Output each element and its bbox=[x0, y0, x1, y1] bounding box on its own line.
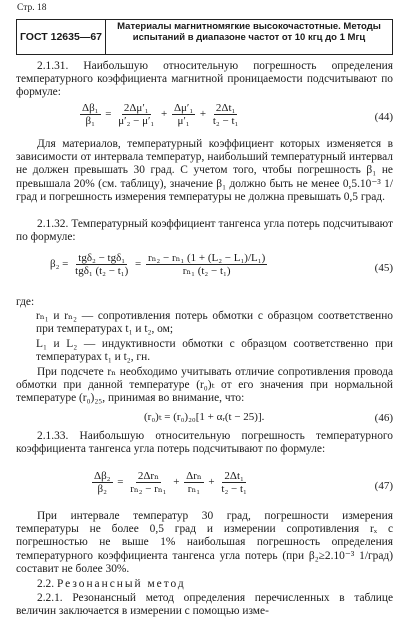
eq45-rhs-den: rₙ₁ (t₂ − t₁) bbox=[182, 265, 231, 277]
paragraph-2-1-33: 2.1.33. Наибольшую относительную погрешность температурного коэффициента тангенса угла потерь подсчитывают по формуле: bbox=[16, 430, 393, 456]
eq47-t3-num: 2Δt₁ bbox=[224, 470, 244, 482]
eq47-lhs-num: Δβ₂ bbox=[94, 470, 111, 482]
eq47-t1-num: 2Δrₙ bbox=[137, 470, 159, 482]
eq47-lhs-den: β₂ bbox=[97, 483, 107, 495]
eq47-t1-den: rₙ₂ − rₙ₁ bbox=[130, 483, 167, 495]
eq46-text: (r₀)ₜ = (r₀)₂₀[1 + αᵣ(t − 25)]. bbox=[144, 411, 265, 423]
paragraph-2-2-1: 2.2.1. Резонансный метод определения перечисленных в таблице величин заключается в измерении с помощью изме- bbox=[16, 592, 393, 618]
page-number: Стр. 18 bbox=[17, 3, 47, 13]
eq44-lhs-den: β₁ bbox=[85, 115, 95, 127]
eq47-number: (47) bbox=[374, 480, 393, 492]
section-2-2-heading bbox=[16, 578, 393, 591]
eq45-mid-den: tgδ₁ (t₂ − t₁) bbox=[75, 265, 129, 277]
eq45-mid-num: tgδ₂ − tgδ₁ bbox=[78, 252, 126, 264]
equation-47: $\frac{\text{Δβ₂}}{\text{β₂}}$ = $\frac{\text{2Δrₙ}}{\text{rₙ₂ − rₙ₁}}$ + $\frac{\text{Δrₙ}}{\text{rₙ₁}}$ + $\frac{\text{2Δt₁}}{\text{t₂ − t₁}}$ (47) bbox=[94, 470, 393, 495]
eq46-number: (46) bbox=[374, 412, 393, 424]
equation-44: $\frac{\text{Δβ₁}}{\text{β₁}}$ = $\frac{\text{2Δμ′₁}}{\text{μ′₂ − μ′₁}}$ + $\frac{\text{Δμ′₁}}{\text{μ′₁}}$ + $\frac{\text{2Δt₁}}{\text{t₂ − t₁}}$ (44) bbox=[82, 102, 393, 127]
eq44-lhs-num: Δβ₁ bbox=[82, 102, 99, 114]
paragraph-interval: При интервале температур 30 град, погрешности измерения температуры не более 0,5 град и измерении сопротивления rₓ с погрешностью не выше 1% наибольшая погрешность определения температурного коэффициента тангенса угла потерь (при β₂≥2.10⁻³ 1/град) составит не более 30%. bbox=[16, 510, 393, 575]
eq47-t2-den: rₙ₁ bbox=[187, 483, 201, 495]
section-2-2-title: Резонансный метод bbox=[56, 578, 186, 590]
eq47-t3-den: t₂ − t₁ bbox=[221, 483, 247, 495]
definition-l: L₁ и L₂ — индуктивности обмотки с образцом соответственно при температурах t₁ и t₂, гн. bbox=[36, 338, 393, 364]
header-title: Материалы магнитномягкие высокочастотные. Методы испытаний в диапазоне частот от 10 кгц до 1 Мгц bbox=[117, 21, 381, 43]
document-header bbox=[16, 19, 393, 55]
gost-code: ГОСТ 12635—67 bbox=[17, 20, 106, 54]
paragraph-materials: Для материалов, температурный коэффициент которых изменяется в зависимости от интервала температур, наибольший температурный интервал не должен превышать 30 град. С учетом того, чтобы погрешность β₁ не превышала 20% (см. таблицу), значение β₁ должно быть не менее 0,5.10⁻³ 1/град и погрешность измерения температуры не должна превышать 0,5 град. bbox=[16, 138, 393, 203]
equation-45: β₂ = $\frac{\text{tgδ₂ − tgδ₁}}{\text{tgδ₁ (t₂ − t₁)}}$ = $\frac{\text{rₙ₂ − rₙ₁ (1 + (L₂ − L₁)/L₁)}}{\text{rₙ₁ (t₂ − t₁)}}$ (45) bbox=[50, 252, 393, 277]
eq44-t2-den: μ′₁ bbox=[177, 115, 190, 127]
eq47-t2-num: Δrₙ bbox=[186, 470, 202, 482]
eq44-t1-num: 2Δμ′₁ bbox=[123, 102, 149, 114]
where-label: где: bbox=[16, 296, 35, 308]
definition-rn: rₙ₁ и rₙ₂ — сопротивления потерь обмотки с образцом соответственно при температурах t₁ и t₂, ом; bbox=[36, 310, 393, 336]
eq44-t3-den: t₂ − t₁ bbox=[212, 115, 239, 127]
paragraph-2-1-31: 2.1.31. Наибольшую относительную погрешность определения температурного коэффициента магнитной проницаемости подсчитывают по формуле: bbox=[16, 60, 393, 99]
eq45-rhs-num: rₙ₂ − rₙ₁ (1 + (L₂ − L₁)/L₁) bbox=[148, 252, 266, 264]
eq45-number: (45) bbox=[374, 262, 393, 274]
eq44-t1-den: μ′₂ − μ′₁ bbox=[118, 115, 155, 127]
section-2-2-number: 2.2. bbox=[37, 578, 55, 590]
paragraph-calculation-note: При подсчете rₙ необходимо учитывать отличие сопротивления провода обмотки при данной температуре (r₀)ₜ от его значения при нормальной температуре (r₀)₂₅, принимая во внимание, что: bbox=[16, 366, 393, 405]
eq44-t3-num: 2Δt₁ bbox=[215, 102, 236, 114]
eq45-lhs: β₂ = bbox=[50, 258, 69, 271]
eq44-t2-num: Δμ′₁ bbox=[173, 102, 194, 114]
equation-46 bbox=[16, 410, 393, 426]
eq44-number: (44) bbox=[374, 111, 393, 123]
paragraph-2-1-32: 2.1.32. Температурный коэффициент тангенса угла потерь подсчитывают по формуле: bbox=[16, 218, 393, 244]
